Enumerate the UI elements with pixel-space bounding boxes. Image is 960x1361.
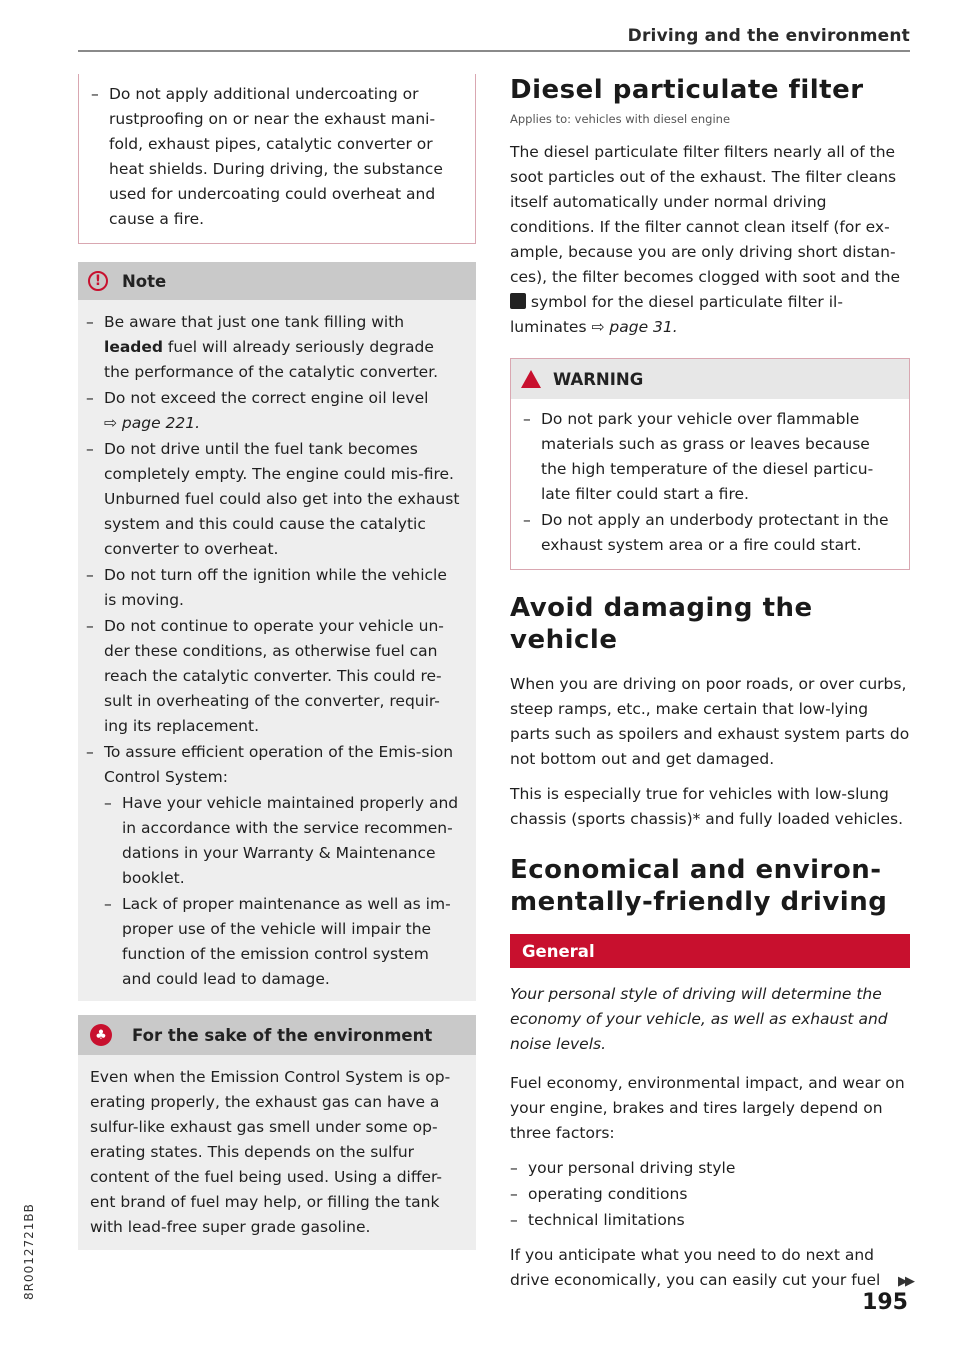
page-number: 195 xyxy=(862,1290,908,1315)
note-item: – Do not exceed the correct engine oil level ⇨ page 221. xyxy=(86,386,462,436)
note-box xyxy=(78,262,476,1001)
document-code: 8R0012721BB xyxy=(22,1203,36,1300)
page-ref-link[interactable]: ⇨ page 31. xyxy=(591,318,678,336)
warning-item: – Do not apply an underbody protectant in the exhaust system area or a fire could start. xyxy=(523,508,897,558)
continue-arrow-icon: ▶▶ xyxy=(898,1274,912,1289)
dpf-warning-lamp-icon xyxy=(510,293,526,309)
note-subitem: – Lack of proper maintenance as well as im-proper use of the vehicle will impair the function of the emission control system and could lead to damage. xyxy=(104,892,462,992)
econ-section xyxy=(510,854,910,1293)
warning-item: – Do not apply additional undercoating or rustproofing on or near the exhaust mani-fold, exhaust pipes, catalytic converter or heat shields. During driving, the substance used for undercoating could overheat and cause a fire. xyxy=(91,82,463,232)
dpf-text: The diesel particulate filter filters nearly all of the soot particles out of the exhaust. The filter cleans itself automatically under normal driving conditions. If the filter cannot clean itself (for ex-ample, because you are only driving short distan-ces), the filter becomes clogged with soot and the symbol for the diesel particulate filter il-luminates ⇨ page 31. xyxy=(510,143,901,336)
avoid-text-1: When you are driving on poor roads, or over curbs, steep ramps, etc., make certain that low-lying parts such as spoilers and exhaust system parts do not bottom out and get damaged. xyxy=(510,675,910,768)
avoid-heading: Avoid damaging the vehicle xyxy=(510,593,813,655)
exclamation-circle-icon: ! xyxy=(88,271,108,291)
avoid-section xyxy=(510,592,910,832)
note-subitem: – Have your vehicle maintained properly and in accordance with the service recommen-dations in your Warranty & Maintenance booklet. xyxy=(104,791,462,891)
header-rule xyxy=(78,50,910,52)
note-item: – To assure efficient operation of the Emis-sion Control System: xyxy=(86,740,462,790)
econ-text-2: If you anticipate what you need to do next and drive economically, you can easily cut your fuel xyxy=(510,1246,881,1289)
note-item: – Do not drive until the fuel tank becomes completely empty. The engine could mis-fire. Unburned fuel could also get into the exhaust system and this could cause the catalytic converter to overheat. xyxy=(86,437,462,562)
left-column xyxy=(78,74,476,1250)
environment-title: For the sake of the environment xyxy=(132,1025,433,1045)
environment-text: Even when the Emission Control System is op-erating properly, the exhaust gas can have a sulfur-like exhaust gas smell under some op-erating states. This depends on the sulfur content of the fuel being used. Using a differ-ent brand of fuel may help, or filling the tank with lead-free super grade gasoline. xyxy=(90,1068,451,1236)
warning-title: WARNING xyxy=(553,369,644,389)
warning-body xyxy=(511,399,909,569)
factor-item: – your personal driving style xyxy=(510,1156,910,1181)
econ-text-1: Fuel economy, environmental impact, and wear on your engine, brakes and tires largely depend on three factors: xyxy=(510,1074,905,1142)
page-ref-link[interactable]: ⇨ page 221. xyxy=(104,414,201,432)
environment-header xyxy=(78,1015,476,1055)
avoid-text-2: This is especially true for vehicles with low-slung chassis (sports chassis)* and fully loaded vehicles. xyxy=(510,785,904,828)
econ-heading: Economical and environ- mentally-friendly driving xyxy=(510,855,888,917)
note-item: – Do not turn off the ignition while the vehicle is moving. xyxy=(86,563,462,613)
factor-list xyxy=(510,1156,910,1233)
note-title: Note xyxy=(122,271,167,291)
note-item: – Do not continue to operate your vehicle un-der these conditions, as otherwise fuel can reach the catalytic converter. This could re-sult in overheating of the converter, requir-ing its replacement. xyxy=(86,614,462,739)
right-column xyxy=(510,74,910,1293)
warning-box xyxy=(510,358,910,570)
note-body xyxy=(78,300,476,1001)
environment-box xyxy=(78,1015,476,1250)
general-banner: General xyxy=(510,934,910,968)
note-header xyxy=(78,262,476,300)
note-item: – Be aware that just one tank filling with leaded fuel will already seriously degrade the performance of the catalytic converter. xyxy=(86,310,462,385)
running-header: Driving and the environment xyxy=(627,26,910,46)
environment-body xyxy=(78,1055,476,1250)
factor-item: – operating conditions xyxy=(510,1182,910,1207)
applies-to: Applies to: vehicles with diesel engine xyxy=(510,112,731,126)
econ-lead: Your personal style of driving will determine the economy of your vehicle, as well as exhaust and noise levels. xyxy=(510,985,888,1053)
factor-item: – technical limitations xyxy=(510,1208,910,1233)
warning-item: – Do not park your vehicle over flammable materials such as grass or leaves because the high temperature of the diesel particu-late filter could start a fire. xyxy=(523,407,897,507)
warning-header xyxy=(511,359,909,399)
warning-continuation-box xyxy=(78,74,476,244)
dpf-heading: Diesel particulate filter xyxy=(510,75,864,105)
leaf-globe-icon: ♣ xyxy=(90,1024,112,1046)
warning-triangle-icon xyxy=(521,370,541,388)
